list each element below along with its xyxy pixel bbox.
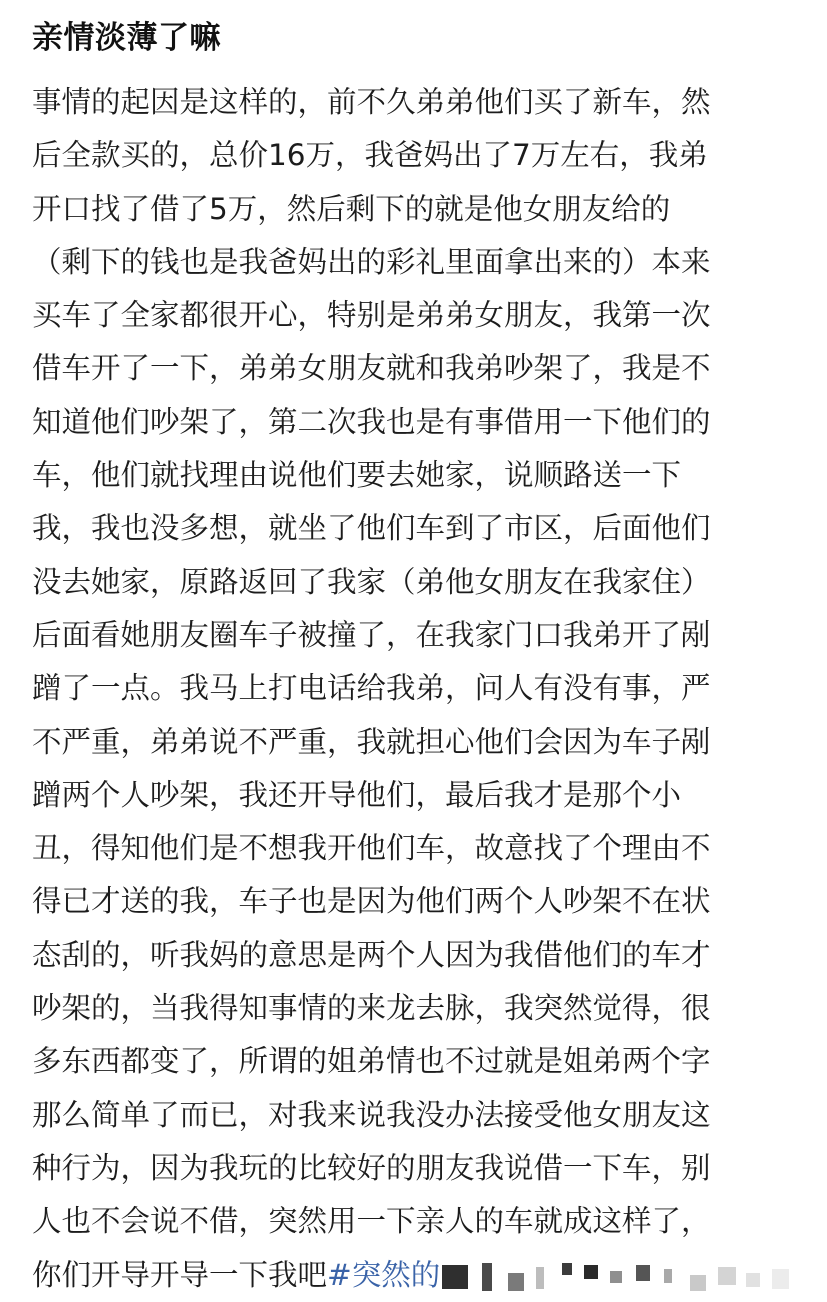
body-line: 没去她家，原路返回了我家（弟他女朋友在我家住） bbox=[32, 564, 711, 599]
pixel-block bbox=[664, 1269, 672, 1283]
body-line: 态刮的，听我妈的意思是两个人因为我借他们的车才 bbox=[32, 937, 711, 972]
body-line: 蹭两个人吵架，我还开导他们，最后我才是那个小 bbox=[32, 777, 682, 812]
pixel-block bbox=[636, 1265, 650, 1281]
body-line: 知道他们吵架了，第二次我也是有事借用一下他们的 bbox=[32, 404, 711, 439]
hashtag-link[interactable]: #突然的 bbox=[327, 1257, 441, 1292]
body-line: 人也不会说不借，突然用一下亲人的车就成这样了， bbox=[32, 1204, 711, 1239]
body-line: 蹭了一点。我马上打电话给我弟，问人有没有事，严 bbox=[32, 671, 711, 706]
body-line: 买车了全家都很开心，特别是弟弟女朋友，我第一次 bbox=[32, 298, 711, 333]
body-line: （剩下的钱也是我爸妈出的彩礼里面拿出来的）本来 bbox=[32, 244, 711, 279]
body-line: 开口找了借了5万，然后剩下的就是他女朋友给的 bbox=[32, 191, 671, 226]
pixel-block bbox=[562, 1263, 572, 1275]
body-line: 事情的起因是这样的，前不久弟弟他们买了新车，然 bbox=[32, 85, 711, 119]
body-line: 后面看她朋友圈车子被撞了，在我家门口我弟开了剐 bbox=[32, 617, 711, 652]
body-line: 车，他们就找理由说他们要去她家，说顺路送一下 bbox=[32, 458, 682, 493]
pixel-block bbox=[772, 1269, 789, 1289]
body-line: 多东西都变了，所谓的姐弟情也不过就是姐弟两个字 bbox=[32, 1044, 711, 1079]
last-line-text: 你们开导开导一下我吧 bbox=[32, 1257, 328, 1292]
pixel-block bbox=[508, 1273, 524, 1291]
body-line: 不严重，弟弟说不严重，我就担心他们会因为车子剐 bbox=[32, 724, 711, 759]
pixel-block bbox=[442, 1265, 468, 1289]
pixel-block bbox=[584, 1265, 598, 1279]
pixel-block bbox=[482, 1263, 492, 1291]
body-line: 吵架的，当我得知事情的来龙去脉，我突然觉得，很 bbox=[32, 991, 711, 1026]
body-line: 我，我也没多想，就坐了他们车到了市区，后面他们 bbox=[32, 511, 711, 546]
pixel-block bbox=[746, 1273, 760, 1287]
redacted-pixelation bbox=[442, 1259, 789, 1293]
body-line: 那么简单了而已，对我来说我没办法接受他女朋友这 bbox=[32, 1097, 711, 1132]
pixel-block bbox=[536, 1267, 544, 1289]
body-line: 丑，得知他们是不想我开他们车，故意找了个理由不 bbox=[32, 831, 711, 866]
body-line: 借车开了一下，弟弟女朋友就和我弟吵架了，我是不 bbox=[32, 351, 711, 386]
body-line: 种行为，因为我玩的比较好的朋友我说借一下车，别 bbox=[32, 1150, 711, 1185]
pixel-block bbox=[690, 1275, 706, 1291]
body-line: 后全款买的，总价16万，我爸妈出了7万左右，我弟 bbox=[32, 138, 708, 173]
post-title: 亲情淡薄了嘛 bbox=[32, 20, 221, 56]
pixel-block bbox=[718, 1267, 736, 1285]
body-line-last bbox=[32, 1249, 789, 1302]
body-line: 得已才送的我，车子也是因为他们两个人吵架不在状 bbox=[32, 884, 711, 919]
pixel-block bbox=[610, 1271, 622, 1283]
post-body bbox=[32, 76, 789, 1302]
